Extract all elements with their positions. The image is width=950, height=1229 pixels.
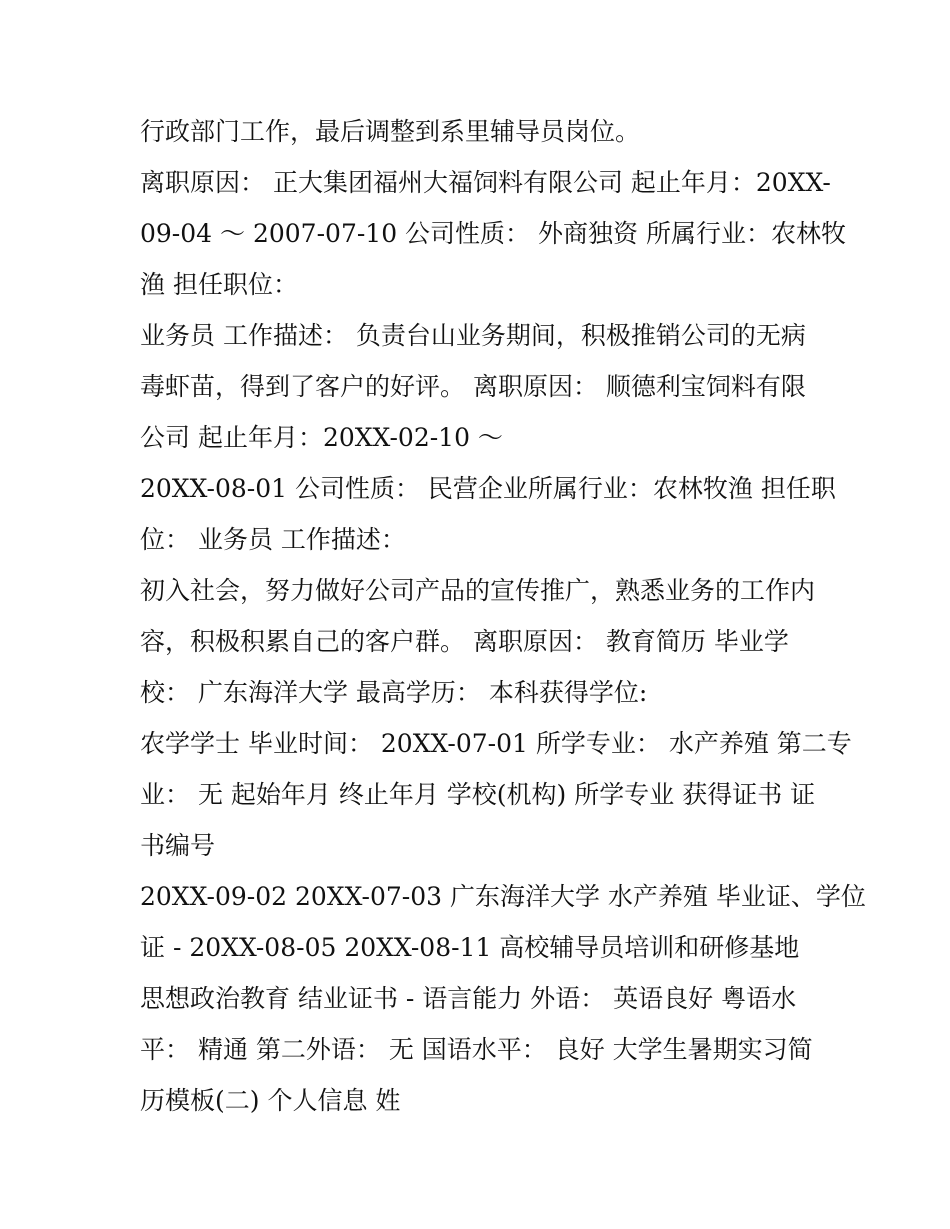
text-line: 校： 广东海洋大学 最高学历： 本科获得学位: <box>140 678 648 707</box>
text-line: 离职原因： 正大集团福州大福饲料有限公司 起止年月：20XX- <box>140 168 831 197</box>
text-line: 初入社会，努力做好公司产品的宣传推广，熟悉业务的工作内 <box>140 576 816 605</box>
text-line: 09-04 ～ 2007-07-10 公司性质： 外商独资 所属行业：农林牧 <box>140 219 846 248</box>
text-line: 毒虾苗，得到了客户的好评。 离职原因： 顺德利宝饲料有限 <box>140 372 806 401</box>
text-line: 思想政治教育 结业证书 - 语言能力 外语： 英语良好 粤语水 <box>140 984 797 1013</box>
text-line: 20XX-08-01 公司性质： 民营企业所属行业：农林牧渔 担任职 <box>140 474 836 503</box>
text-line: 位： 业务员 工作描述： <box>140 525 406 554</box>
text-line: 农学学士 毕业时间： 20XX-07-01 所学专业： 水产养殖 第二专 <box>140 729 852 758</box>
text-line: 容，积极积累自己的客户群。 离职原因： 教育简历 毕业学 <box>140 627 789 656</box>
text-line: 书编号 <box>140 831 216 860</box>
text-line: 证 - 20XX-08-05 20XX-08-11 高校辅导员培训和研修基地 <box>140 933 800 962</box>
text-line: 行政部门工作，最后调整到系里辅导员岗位。 <box>140 117 641 146</box>
text-line: 历模板(二) 个人信息 姓 <box>140 1086 401 1115</box>
text-line: 业： 无 起始年月 终止年月 学校(机构) 所学专业 获得证书 证 <box>140 780 816 809</box>
text-line: 业务员 工作描述： 负责台山业务期间，积极推销公司的无病 <box>140 321 806 350</box>
text-line: 平： 精通 第二外语： 无 国语水平： 良好 大学生暑期实习简 <box>140 1035 813 1064</box>
text-line: 公司 起止年月：20XX-02-10 ～ <box>140 423 503 452</box>
document-body <box>140 106 866 1126</box>
text-line: 20XX-09-02 20XX-07-03 广东海洋大学 水产养殖 毕业证、学位 <box>140 882 866 911</box>
text-line: 渔 担任职位： <box>140 270 298 299</box>
